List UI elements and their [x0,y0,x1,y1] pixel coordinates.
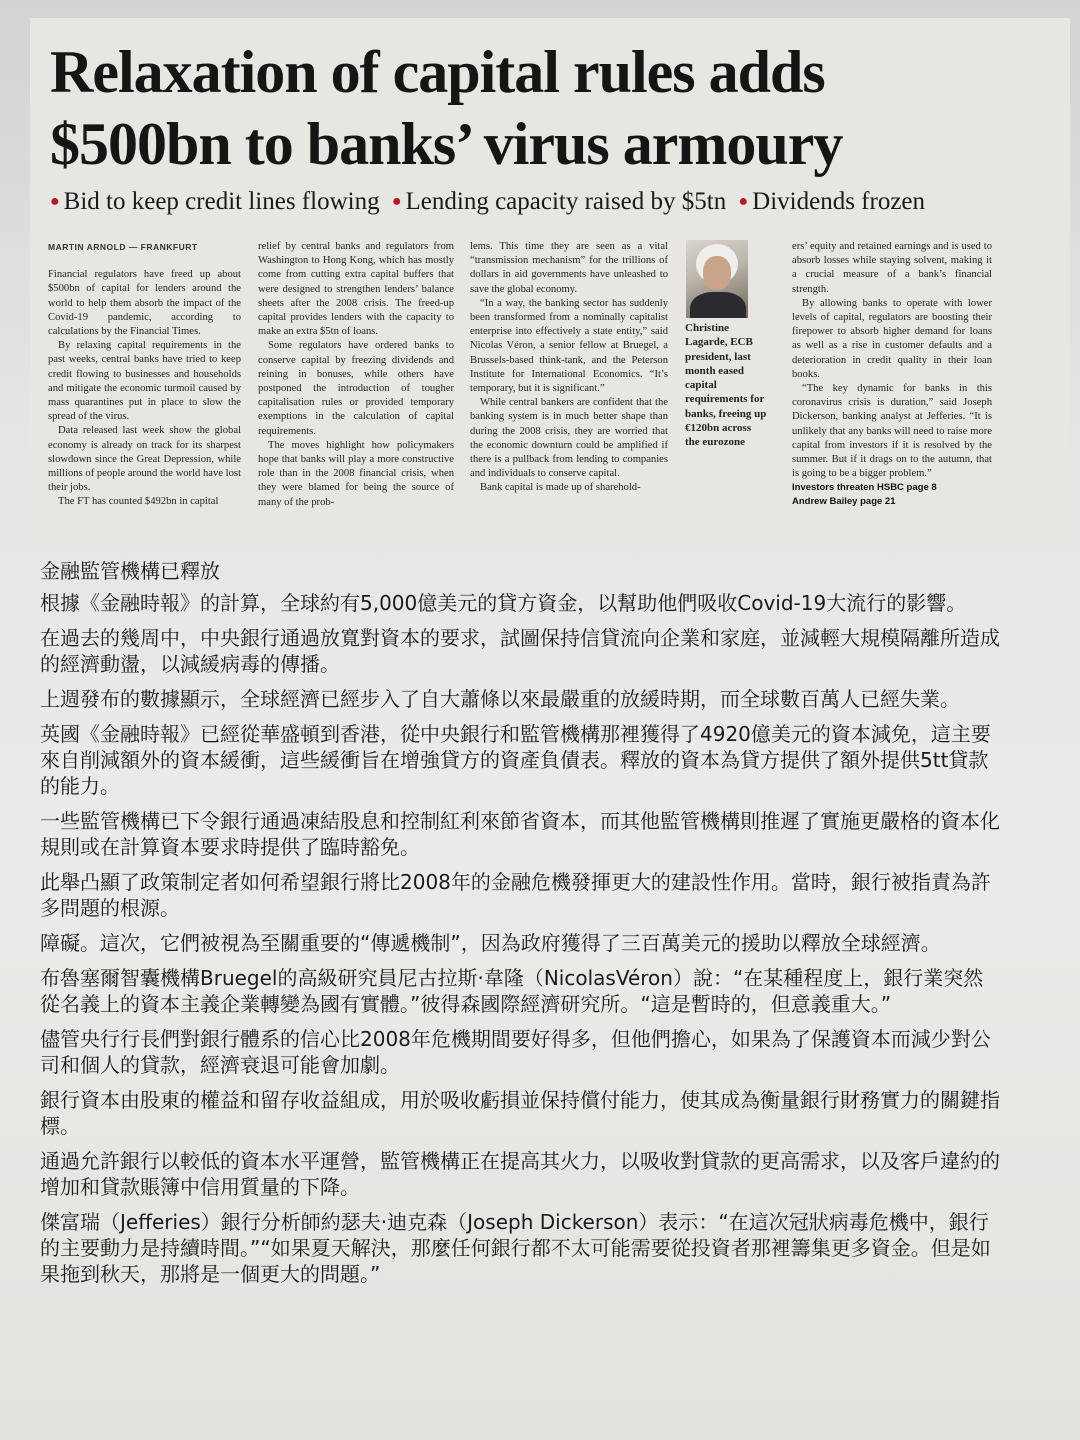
translation-paragraph: 障礙。這次，它們被視為至關重要的“傳遞機制”，因為政府獲得了三百萬美元的援助以釋放全球經濟。 [40,931,941,955]
translation-paragraph: 傑富瑞（Jefferies）銀行分析師約瑟夫·迪克森（Joseph Dickerson）表示：“在這次冠狀病毒危機中，銀行的主要動力是持續時間。”“如果夏天解決，那麼任何銀行都不太可能需要從投資者那裡籌集更多資金。但是如果拖到秋天，那將是一個更大的問題。” [40,1210,991,1286]
paragraph: The moves highlight how policymakers hope that banks will play a more constructive role than in the 2008 financial crisis, when they were blamed for being the source of many of the prob- [258,439,454,508]
paragraph: “The key dynamic for banks in this coronavirus crisis is duration,” said Joseph Dickerson, banking analyst at Jefferies. “It is unlikely that any banks will need to raise more capital from investors if it is resolved by the summer. But if it drags on to the autumn, that is going to be a bigger problem.” [792,383,992,480]
translation-paragraph: 英國《金融時報》已經從華盛頓到香港，從中央銀行和監管機構那裡獲得了4920億美元的資本減免，這主要來自削減額外的資本緩衝，這些緩衝旨在增強貸方的資產負債表。釋放的資本為貸方提供了額外提供5tt貸款的能力。 [40,722,991,798]
page-reference: Investors threaten HSBC page 8 [792,482,937,494]
page-reference: Andrew Bailey page 21 [792,496,896,508]
translation-paragraph: 上週發布的數據顯示，全球經濟已經步入了自大蕭條以來最嚴重的放緩時期，而全球數百萬人已經失業。 [40,687,960,711]
translation-paragraph: 一些監管機構已下令銀行通過凍結股息和控制紅利來節省資本，而其他監管機構則推遲了實施更嚴格的資本化規則或在計算資本要求時提供了臨時豁免。 [40,809,1000,859]
translation-paragraph: 布魯塞爾智囊機構Bruegel的高級研究員尼古拉斯·韋隆（NicolasVéron）說：“在某種程度上，銀行業突然從名義上的資本主義企業轉變為國有實體。”彼得森國際經濟研究所。“這是暫時的，但意義重大。” [40,966,984,1016]
headline-line: Relaxation of capital rules adds [50,39,825,105]
paragraph: ers’ equity and retained earnings and is used to absorb losses while staying solvent, making it a crucial measure of a bank’s financial strength. [792,241,992,295]
chinese-translation [40,558,1000,1296]
paragraph: By allowing banks to operate with lower levels of capital, regulators are boosting their firepower to absorb higher demand for loans as well as a rise in customer defaults and a deterioration in credit quality in their loan books. [792,297,992,380]
strap-item: Dividends frozen [752,188,926,215]
translation-title: 金融監管機構已釋放 [40,559,220,583]
paragraph: While central bankers are confident that the banking system is in much better shape than during the 2008 crisis, they are worried that the economic downturn could be amplified if there is a pullback from lending to companies and individuals to conserve capital. [470,397,668,480]
newspaper-clipping [30,18,1070,536]
translation-paragraph: 儘管央行行長們對銀行體系的信心比2008年危機期間要好得多，但他們擔心，如果為了保護資本而減少對公司和個人的貸款，經濟衰退可能會加劇。 [40,1027,991,1077]
headline [50,36,1050,180]
translation-paragraph: 在過去的幾周中，中央銀行通過放寬對資本的要求，試圖保持信貸流向企業和家庭，並減輕大規模隔離所造成的經濟動盪，以減緩病毒的傳播。 [40,626,1000,676]
strap-item: Lending capacity raised by $5tn [405,188,727,215]
strap-item: Bid to keep credit lines flowing [63,188,380,215]
paragraph: Data released last week show the global economy is already on track for its sharpest slowdown since the Great Depression, while millions of people around the world have lost their jobs. [48,425,241,494]
translation-paragraph: 根據《金融時報》的計算，全球約有5,000億美元的貸方資金，以幫助他們吸收Covid-19大流行的影響。 [40,591,967,615]
portrait-photo [686,240,748,318]
translation-paragraph: 此舉凸顯了政策制定者如何希望銀行將比2008年的金融危機發揮更大的建設性作用。當時，銀行被指責為許多問題的根源。 [40,870,991,920]
paragraph: Financial regulators have freed up about $500bn of capital for lenders around the world to help them absorb the impact of the Covid-19 pandemic, according to calculations by the Financial Times. [48,269,241,338]
page-references [792,481,992,509]
headline-line: $500bn to banks’ virus armoury [50,111,843,177]
strapline [50,188,1060,216]
article-column-5 [792,240,992,509]
translation-paragraph: 銀行資本由股東的權益和留存收益組成，用於吸收虧損並保持償付能力，使其成為衡量銀行財務實力的關鍵指標。 [40,1088,1000,1138]
article-column-3 [470,240,668,496]
paragraph: lems. This time they are seen as a vital “transmission mechanism” for the trillions of dollars in aid governments have unleashed to save the global economy. [470,241,668,295]
article-column-1 [48,240,241,510]
bullet-icon: ● [50,193,60,210]
paragraph: The FT has counted $492bn in capital [58,496,219,508]
paragraph: Bank capital is made up of sharehold- [480,482,641,494]
article-column-2 [258,240,454,510]
paragraph: Some regulators have ordered banks to conserve capital by freezing dividends and reining in bonuses, while others have postponed the introduction of tougher capitalisation rules or provided temporary exemptions in the calculation of capital requirements. [258,340,454,437]
bullet-icon: ● [738,193,749,210]
translation-paragraph: 通過允許銀行以較低的資本水平運營，監管機構正在提高其火力，以吸收對貸款的更高需求，以及客戶違約的增加和貸款賬簿中信用質量的下降。 [40,1149,1000,1199]
paragraph: relief by central banks and regulators from Washington to Hong Kong, which has mostly come from cutting extra capital buffers that were designed to strengthen lenders’ balance sheets after the 2008 crisis. The freed-up capital provides lenders with the capacity to make an extra $5tn of loans. [258,241,454,338]
paragraph: “In a way, the banking sector has suddenly been transformed from a nominally capitalist enterprise into effectively a state entity,” said Nicolas Véron, a senior fellow at Bruegel, a Brussels-based think-tank, and the Peterson Institute for International Economics. “It’s temporary, but it is significant.” [470,297,668,395]
byline: MARTIN ARNOLD — FRANKFURT [48,242,198,252]
paragraph: By relaxing capital requirements in the past weeks, central banks have tried to keep credit flowing to businesses and households and mitigate the economic turmoil caused by mass quarantines put in place to slow the spread of the virus. [48,340,241,423]
photo-caption: Christine Lagarde, ECB president, last month eased capital requirements for banks, freeing up €120bn across the eurozone [685,322,767,449]
bullet-icon: ● [391,193,402,210]
